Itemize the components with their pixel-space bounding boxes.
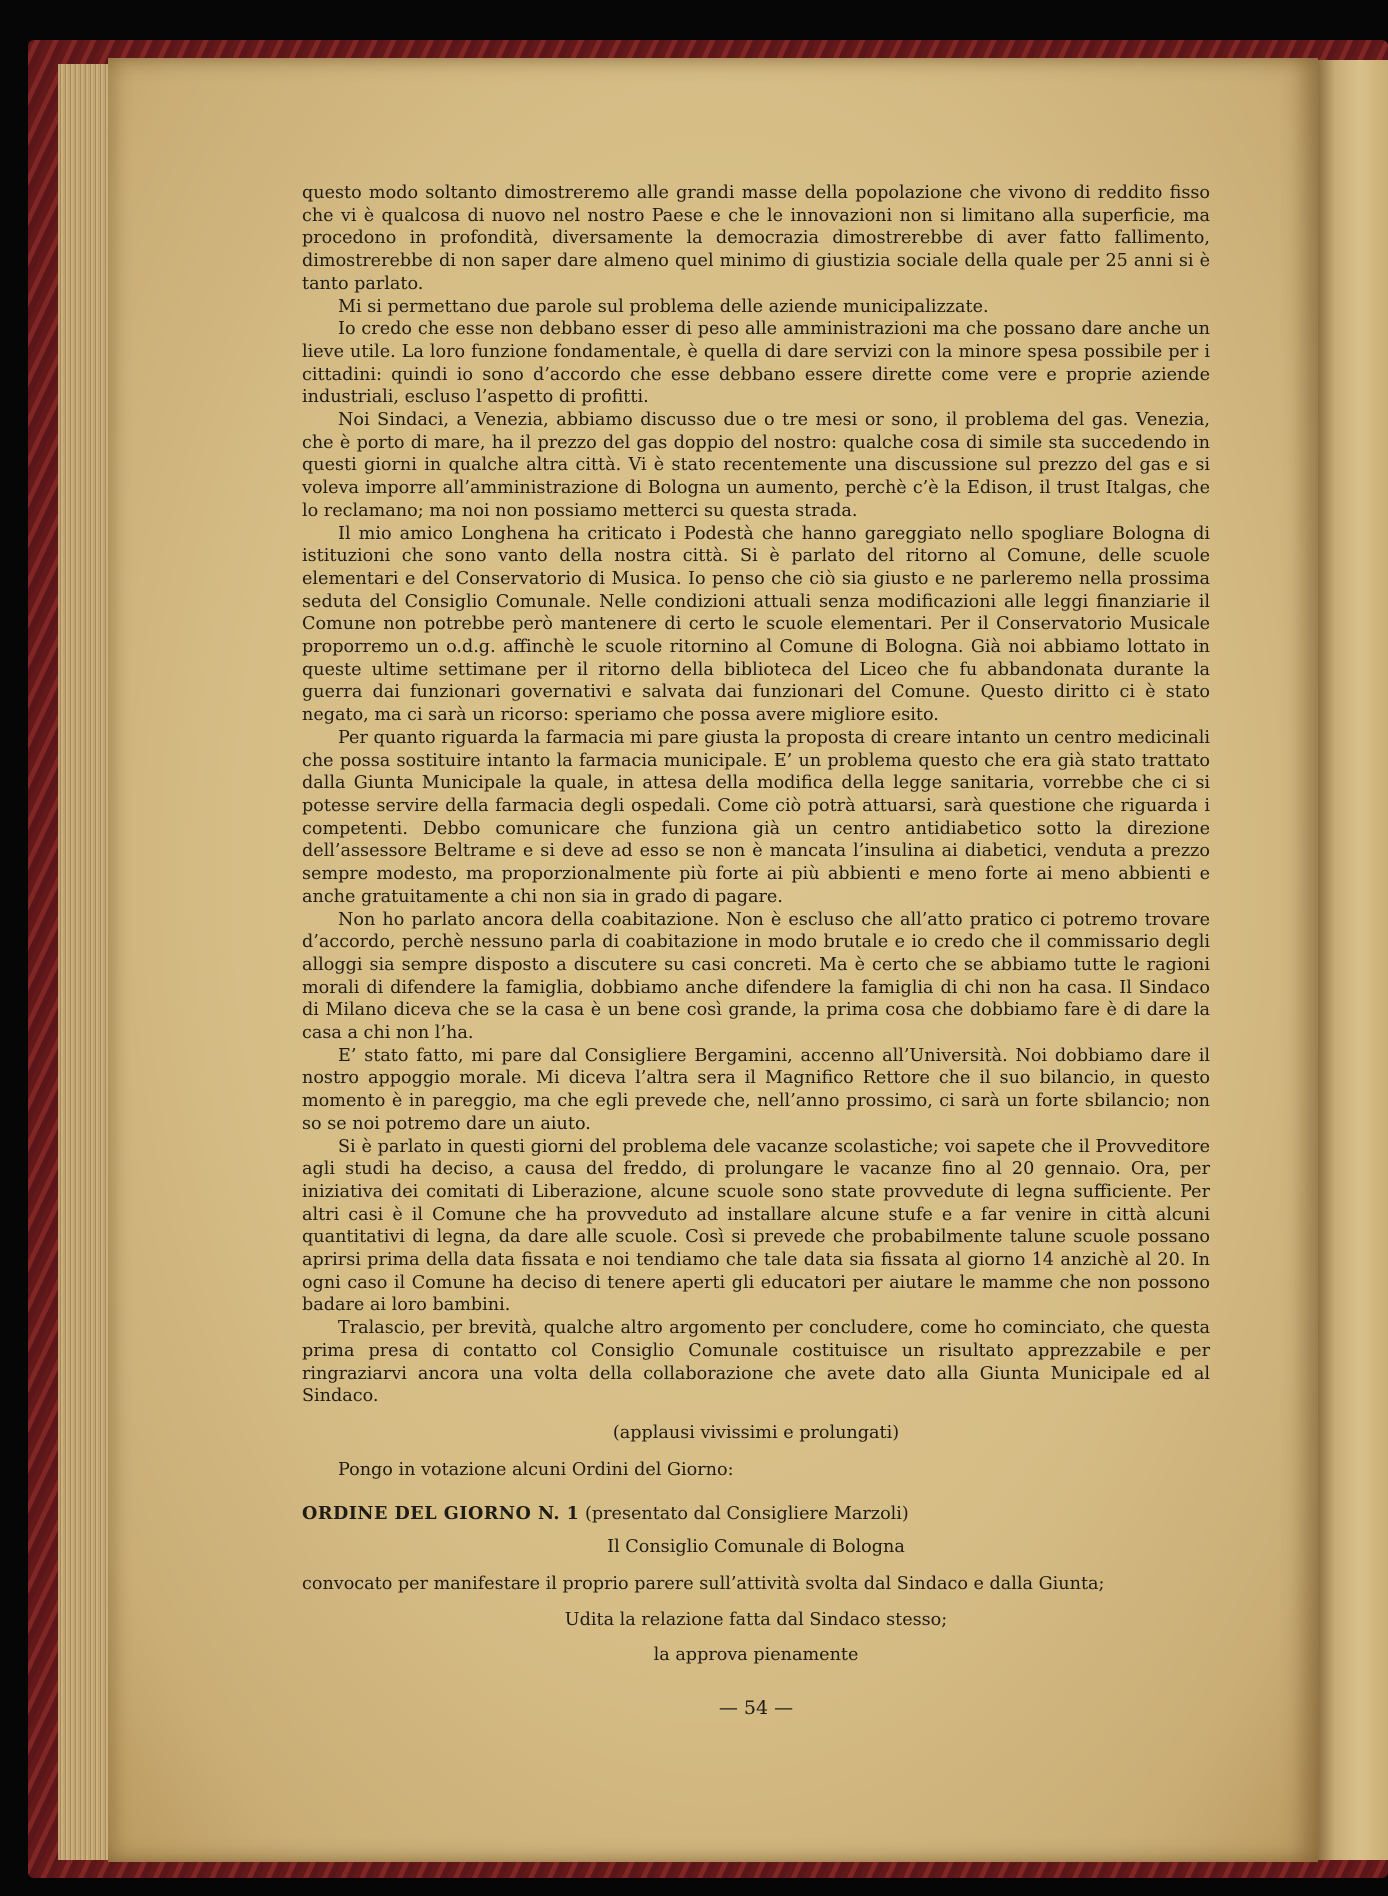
order-title: ORDINE DEL GIORNO N. 1	[302, 1503, 580, 1525]
convened-line: convocato per manifestare il proprio parere sull’attività svolta dal Sindaco e dalla Giunta;	[302, 1573, 1105, 1594]
facing-page-edge	[1318, 60, 1388, 1860]
paragraph: Non ho parlato ancora della coabitazione. Non è escluso che all’atto pratico ci potremo trovare d’accordo, perchè nessuno parla di coabitazione in modo brutale e io credo che il commissario degli alloggi sia sempre disposto a discutere su casi concreti. Ma è certo che se abbiamo tutte le ragioni morali di difendere la famiglia, dobbiamo anche difendere la famiglia di chi non ha casa. Il Sindaco di Milano diceva che se la casa è un bene così grande, la prima cosa che dobbiamo fare è di dare la casa a chi non l’ha.	[302, 909, 1210, 1044]
paragraph: Tralascio, per brevità, qualche altro argomento per concludere, come ho cominciato, che questa prima presa di contatto col Consiglio Comunale costituisce un risultato apprezzabile e per ringraziarvi ancora una volta della collaborazione che avete dato alla Giunta Municipale ed al Sindaco.	[302, 1318, 1210, 1407]
paragraph: Noi Sindaci, a Venezia, abbiamo discusso due o tre mesi or sono, il problema del gas. Venezia, che è porto di mare, ha il prezzo del gas doppio del nostro: qualche cosa di simile sta succedendo in questi giorni in qualche altra città. Vi è stato recentemente una discussione sul prezzo del gas e si voleva imporre all’amministrazione di Bologna un aumento, perchè c’è la Edison, il trust Italgas, che lo reclamano; ma noi non possiamo metterci su questa strada.	[302, 410, 1210, 521]
heard-line: Udita la relazione fatta dal Sindaco stesso;	[564, 1610, 948, 1631]
page-number: — 54 —	[718, 1696, 794, 1719]
paragraph: questo modo soltanto dimostreremo alle grandi masse della popolazione che vivono di reddito fisso che vi è qualcosa di nuovo nel nostro Paese e che le innovazioni non si limitano alla superficie, ma procedono in profondità, diversamente la democrazia dimostrerebbe di aver fatto fallimento, dimostrerebbe di non saper dare almeno quel minimo di giustizia sociale della quale per 25 anni si è tanto parlato.	[302, 183, 1210, 294]
approves-line: la approva pienamente	[653, 1645, 859, 1666]
paragraph: Io credo che esse non debbano esser di peso alle amministrazioni ma che possano dare anche un lieve utile. La loro funzione fondamentale, è quella di dare servizi con la minore spesa possibile per i cittadini: quindi io sono d’accordo che esse debbano essere dirette come vere e proprie aziende industriali, escluso l’aspetto di profitti.	[302, 319, 1210, 408]
paragraph: E’ stato fatto, mi pare dal Consigliere Bergamini, accenno all’Università. Noi dobbiamo dare il nostro appoggio morale. Mi diceva l’altra sera il Magnifico Rettore che il suo bilancio, in questo momento è in pareggio, ma che egli prevede che, nell’anno prossimo, ci sarà un forte sbilancio; non so se noi potremo dare un aiuto.	[302, 1045, 1210, 1134]
paragraph: Mi si permettano due parole sul problema delle aziende municipalizzate.	[338, 296, 989, 317]
paragraph: Si è parlato in questi giorni del problema dele vacanze scolastiche; voi sapete che il Provveditore agli studi ha deciso, a causa del freddo, di prolungare le vacanze fino al 20 gennaio. Ora, per iniziativa dei comitati di Liberazione, alcune scuole sono state provvedute di legna sufficiente. Per altri casi è il Comune che ha provveduto ad installare alcune stufe e a far venire in città alcuni quantitativi di legna, da dare alle scuole. Così si prevede che probabilmente talune scuole possano aprirsi prima della data fissata e noi tendiamo che tale data sia fissata al giorno 14 anzichè al 20. In ogni caso il Comune ha deciso di tenere aperti gli educatori per aiutare le mamme che non possono badare ai loro bambini.	[302, 1136, 1210, 1316]
order-heading	[302, 1503, 1210, 1526]
applause-note: (applausi vivissimi e prolungati)	[612, 1422, 900, 1443]
paragraph: Il mio amico Longhena ha criticato i Podestà che hanno gareggiato nello spogliare Bologna di istituzioni che sono vanto della nostra città. Si è parlato del ritorno al Comune, delle scuole elementari e del Conservatorio di Musica. Io penso che ciò sia giusto e ne parleremo nella prossima seduta del Consiglio Comunale. Nelle condizioni attuali senza modificazioni alle leggi finanziarie il Comune non potrebbe però mantenere di certo le scuole elementari. Per il Conservatorio Musicale proporremo un o.d.g. affinchè le scuole ritornino al Comune di Bologna. Già noi abbiamo lottato in queste ultime settimane per il ritorno della biblioteca del Liceo che fu abbandonata durante la guerra dai funzionari governativi e salvata dai funzionari del Comune. Questo diritto ci è stato negato, ma ci sarà un ricorso: speriamo che possa avere migliore esito.	[302, 523, 1210, 726]
vote-intro: Pongo in votazione alcuni Ordini del Giorno:	[338, 1459, 734, 1480]
order-presenter: (presentato dal Consigliere Marzoli)	[585, 1504, 909, 1525]
paragraph: Per quanto riguarda la farmacia mi pare giusta la proposta di creare intanto un centro medicinali che possa sostituire intanto la farmacia municipale. E’ un problema questo che era già stato trattato dalla Giunta Municipale la quale, in attesa della modifica della legge sanitaria, vorrebbe che ci si potesse servire della farmacia degli ospedali. Come ciò potrà attuarsi, sarà questione che riguarda i competenti. Debbo comunicare che funziona già un centro antidiabetico sotto la direzione dell’assessore Beltrame e si deve ad esso se non è mancata l’insulina ai diabetici, venduta a prezzo sempre modesto, ma proporzionalmente più forte ai più abbienti e meno forte ai meno abbienti e anche gratuitamente a chi non sia in grado di pagare.	[302, 727, 1210, 907]
council-line: Il Consiglio Comunale di Bologna	[607, 1537, 905, 1558]
page-text	[302, 182, 1210, 1720]
